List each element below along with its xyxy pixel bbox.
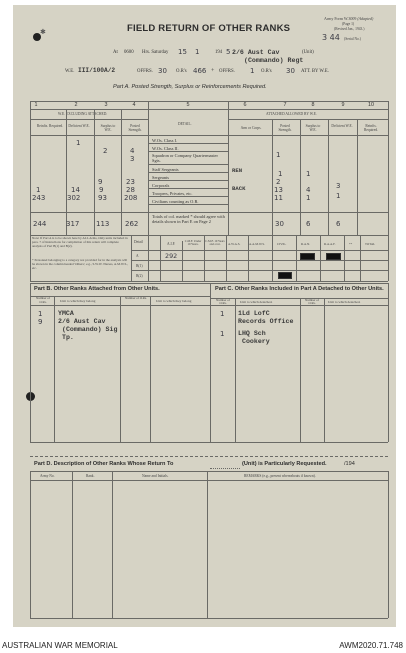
v-line xyxy=(182,241,183,281)
total-cell: 30 xyxy=(275,220,284,228)
head-posted-att: Posted Strength. xyxy=(278,124,292,132)
detail-row: W.Os. Class I. xyxy=(152,138,178,143)
row-line xyxy=(148,151,228,152)
total-cell: 6 xyxy=(336,220,341,228)
v-line xyxy=(360,235,361,281)
totals-detail: Totals of col. marked * should agree with details shown in Part E on Page 2 xyxy=(152,214,225,224)
or2-label: O.R's xyxy=(261,69,272,74)
part-d-date: /194 xyxy=(344,461,355,467)
value-cell: BACK xyxy=(232,185,246,192)
total-cell: 317 xyxy=(66,220,80,228)
part-b-head: Unit to which they belong xyxy=(156,299,192,303)
v-line xyxy=(94,109,95,235)
detail-header: DETAIL. xyxy=(178,122,192,126)
head-reinfts: Reinfts. Required. xyxy=(36,124,64,128)
offrs-label: OFFRS. xyxy=(137,69,153,74)
value-cell: 1 xyxy=(276,151,281,159)
detail-row: Corporals xyxy=(152,183,170,188)
v-line xyxy=(296,235,297,281)
analysis-head: C.M.F. Under 19 Years. xyxy=(184,239,202,247)
v-line xyxy=(150,296,151,442)
col-number: 7 xyxy=(283,102,287,108)
col-number: 6 xyxy=(243,102,247,108)
v-line xyxy=(148,101,149,281)
serial-label: (Serial No.) xyxy=(344,37,361,41)
part-b-unit: Tp. xyxy=(62,334,74,341)
v-line xyxy=(357,119,358,235)
row-line xyxy=(131,250,388,251)
value-cell: 9 xyxy=(99,186,104,194)
part-b-number: 9 xyxy=(38,318,43,326)
col-number: 10 xyxy=(368,102,374,108)
analysis-note: Note: If Part A is to be shown here by ALL Arms, Only units included in para. 7 of Instructions for compilation of this return will complete analysis of Part B(1) and B(2). xyxy=(32,236,128,248)
part-c-unit: Cookery xyxy=(242,338,270,345)
part-d-top xyxy=(30,471,388,472)
v-line xyxy=(228,101,229,235)
row-line xyxy=(30,212,388,213)
v-line xyxy=(120,296,121,442)
analysis-head: TOTAL xyxy=(365,242,376,246)
v-line xyxy=(66,109,67,235)
analysis-head: R.A.N. xyxy=(301,242,311,246)
row-line xyxy=(148,180,228,181)
value-cell: 4 xyxy=(130,147,135,155)
part-d-head-bottom xyxy=(30,480,388,481)
or-value: 466 xyxy=(193,67,207,75)
v-line xyxy=(207,471,208,618)
head-posted: Posted Strength. xyxy=(128,124,142,132)
part-d-head: Rank. xyxy=(86,474,95,478)
total-cell: 262 xyxy=(125,220,139,228)
part-a-right-head-line xyxy=(228,119,388,120)
v-line xyxy=(272,235,273,281)
part-b-unit: (Commando) Sig xyxy=(62,326,118,333)
analysis-head: A.W.A.S. xyxy=(228,242,241,246)
value-cell: 243 xyxy=(32,194,46,202)
unit-value: 2/6 Aust Cav xyxy=(232,49,280,56)
value-cell: 2 xyxy=(276,178,281,186)
at-label: At xyxy=(113,50,118,55)
value-cell: 1 xyxy=(336,192,341,200)
part-d-head: Name and Initials. xyxy=(142,474,169,478)
unit-value-2: (Commando) Regt xyxy=(244,57,304,64)
blacked-out-cell xyxy=(326,253,341,260)
v-line xyxy=(30,101,31,281)
value-cell: 302 xyxy=(67,194,81,202)
v-line xyxy=(388,283,389,442)
value-cell: 1 xyxy=(278,170,283,178)
row-line xyxy=(210,298,388,299)
part-a-left-head-line xyxy=(30,119,148,120)
detail-row: Troopers, Privates, etc. xyxy=(152,191,193,196)
detail-row: Sergeants xyxy=(152,175,169,180)
part-d-unit-blank xyxy=(210,468,240,469)
detail-row: Civilians counting as O.R. xyxy=(152,199,199,204)
value-cell: 1 xyxy=(36,186,41,194)
blacked-out-cell xyxy=(278,272,292,279)
detail-row: Squadron or Company Quartermaster Sgts. xyxy=(152,153,218,163)
year-value: 5 xyxy=(226,48,231,56)
v-line xyxy=(320,235,321,281)
row-line xyxy=(148,164,228,165)
value-cell: 9 xyxy=(98,178,103,186)
part-c-number: 1 xyxy=(220,330,225,338)
analysis-head: R.A.A.F. xyxy=(324,242,336,246)
analysis-aif-value: 292 xyxy=(165,252,178,260)
analysis-head: C.M.F. 19 Years and over. xyxy=(205,239,225,247)
we-value: III/100A/2 xyxy=(78,67,116,74)
part-b-number: 1 xyxy=(38,310,43,318)
row-line xyxy=(30,305,388,306)
part-d-head: Army No. xyxy=(40,474,55,478)
head-deficient-att: Deficient W.E. xyxy=(331,124,353,128)
col-number: 9 xyxy=(341,102,345,108)
part-c-title: Part C. Other Ranks Included in Part A Detached to Other Units. xyxy=(215,286,384,292)
part-d-head: REMARKS (e.g., present whereabouts if known). xyxy=(244,474,316,478)
day-value: 15 xyxy=(178,48,187,56)
v-line xyxy=(300,298,301,442)
offrs2-label: OFFRS. xyxy=(219,69,235,74)
offrs2-value: 1 xyxy=(250,67,255,75)
time-label: 0600 xyxy=(124,50,134,55)
value-cell: 93 xyxy=(98,194,107,202)
part-a-top-line xyxy=(30,101,388,102)
v-line xyxy=(30,471,31,618)
part-c-unit: LHQ Sch xyxy=(238,330,266,337)
row-line xyxy=(148,188,228,189)
part-d-bottom xyxy=(30,618,388,619)
part-b-head: Number of O.Rs. xyxy=(36,296,50,304)
value-cell: 2 xyxy=(103,147,108,155)
year-label: 194 xyxy=(215,50,223,55)
head-surplus-att: Surplus to W.E. xyxy=(305,124,321,132)
serial-value: 3 44 xyxy=(322,33,340,42)
analysis-head: Detail xyxy=(134,240,143,244)
col-number: 8 xyxy=(311,102,315,108)
value-cell: 3 xyxy=(130,155,135,163)
part-c-head: Unit to which detached. xyxy=(328,300,361,304)
analysis-row-label: B(2) xyxy=(136,274,143,278)
we-label: W.E. xyxy=(65,69,75,74)
v-line xyxy=(388,101,389,281)
part-c-head: Unit to which detached. xyxy=(240,300,273,304)
footer-source: AUSTRALIAN WAR MEMORIAL xyxy=(2,641,118,650)
blacked-out-cell xyxy=(300,253,315,260)
part-a-head-bottom xyxy=(30,135,388,136)
v-line xyxy=(54,296,55,442)
v-line xyxy=(131,235,132,281)
v-line xyxy=(324,298,325,442)
or-label: O.R's xyxy=(176,69,187,74)
v-line xyxy=(112,471,113,618)
v-line xyxy=(388,471,389,618)
part-b-title: Part B. Other Ranks Attached from Other Units. xyxy=(34,286,160,292)
v-line xyxy=(272,119,273,235)
value-cell: REN xyxy=(232,167,243,174)
value-cell: 4 xyxy=(306,186,311,194)
att-label: ATT. BY W.E. xyxy=(301,69,329,74)
part-bc-top xyxy=(30,283,388,284)
col-number: 3 xyxy=(104,102,108,108)
part-b-head: Unit to which they belong xyxy=(60,299,96,303)
value-cell: 23 xyxy=(126,178,135,186)
value-cell: 14 xyxy=(71,186,80,194)
col-number: 1 xyxy=(34,102,38,108)
value-cell: 1 xyxy=(306,194,311,202)
v-line xyxy=(328,119,329,235)
v-line xyxy=(210,283,211,442)
value-cell: 208 xyxy=(124,194,138,202)
col-number: 4 xyxy=(132,102,136,108)
value-cell: 1 xyxy=(306,170,311,178)
row-line xyxy=(148,172,228,173)
army-form-label: Army Form W.3009 (Adapted) xyxy=(324,16,374,21)
v-line xyxy=(300,119,301,235)
page-label: (Page 1) xyxy=(342,22,355,26)
head-reinfts-att: Reinfts. Required. xyxy=(363,124,379,132)
part-a-title: Part A. Posted Strength, Surplus or Reinforcements Required. xyxy=(113,84,267,90)
row-line xyxy=(131,260,388,261)
part-b-head: Number of O.Rs. xyxy=(125,296,147,300)
total-cell: 244 xyxy=(33,220,47,228)
analysis-head: CIVIL. xyxy=(277,242,287,246)
analysis-head: A.A.M.W.S. xyxy=(249,242,265,246)
revised-label: (Revised Jan., 1943.) xyxy=(334,27,365,31)
or2-value: 30 xyxy=(286,67,295,75)
col-number: 5 xyxy=(186,102,190,108)
v-line xyxy=(72,471,73,618)
month-value: 1 xyxy=(195,48,200,56)
part-bc-bottom xyxy=(30,442,388,443)
head-surplus: Surplus to W.E. xyxy=(100,124,116,132)
part-d-title: Part D. Description of Other Ranks Whose Return To xyxy=(34,461,174,467)
part-c-unit: 1Ld LofC xyxy=(238,310,270,317)
v-line xyxy=(121,109,122,235)
footer-accession: AWM2020.71.748 xyxy=(339,641,403,650)
head-deficient: Deficient W.E. xyxy=(68,124,90,128)
offrs-value: 30 xyxy=(158,67,167,75)
part-d-title-mid: (Unit) is Particularly Requested. xyxy=(242,461,327,467)
part-b-unit: YMCA xyxy=(58,310,74,317)
analysis-head: ** xyxy=(349,242,353,246)
row-line xyxy=(148,204,228,205)
total-cell: 6 xyxy=(306,220,311,228)
value-cell: 11 xyxy=(274,194,283,202)
row-line xyxy=(148,196,228,197)
form-title: FIELD RETURN OF OTHER RANKS xyxy=(127,23,291,34)
value-cell: 28 xyxy=(126,186,135,194)
part-c-head: Number of O.Rs. xyxy=(305,298,319,306)
part-c-head: Number of O.Rs. xyxy=(216,298,230,306)
col-number: 2 xyxy=(74,102,78,108)
value-cell: 3 xyxy=(336,182,341,190)
head-arm: Arm or Corps. xyxy=(240,126,262,130)
total-cell: 113 xyxy=(96,220,110,228)
analysis-bottom-line xyxy=(30,281,388,282)
row-line xyxy=(148,143,228,144)
v-line xyxy=(344,235,345,281)
v-line xyxy=(226,235,227,281)
part-c-unit: Records Office xyxy=(238,318,294,325)
unit-label: (Unit) xyxy=(302,50,314,55)
hrs-label: Hrs. Saturday xyxy=(142,50,169,55)
row-line xyxy=(131,270,388,271)
value-cell: 1 xyxy=(76,139,81,147)
attached-header: ATTACHED ALLOWED BY W.E. xyxy=(266,112,317,116)
detail-row: Staff Sergeants xyxy=(152,167,179,172)
analysis-note-2: * Personnel belonging to a category not provided for in the analysis will be shown in the column headed 'Others', e.g., S.W.W. Nurses, A.M.W.S., etc. xyxy=(32,258,128,270)
detail-row: W.Os. Class II. xyxy=(152,146,179,151)
analysis-row-label: A xyxy=(136,254,139,258)
part-b-unit: 2/6 Aust Cav xyxy=(58,318,106,325)
we-excl-header: W.E. EXCLUDING ATTACHED. xyxy=(58,112,108,116)
part-d-separator xyxy=(30,456,388,457)
part-a-colnum-line xyxy=(30,109,388,110)
part-c-number: 1 xyxy=(220,310,225,318)
v-line xyxy=(235,298,236,442)
value-cell: 13 xyxy=(274,186,283,194)
ink-mark: ✱ xyxy=(40,28,46,36)
analysis-head: A.I.F. xyxy=(167,242,176,246)
v-line xyxy=(160,235,161,281)
v-line xyxy=(30,283,31,442)
analysis-row-label: B(1) xyxy=(136,264,143,268)
plus-sign: + xyxy=(211,68,215,74)
